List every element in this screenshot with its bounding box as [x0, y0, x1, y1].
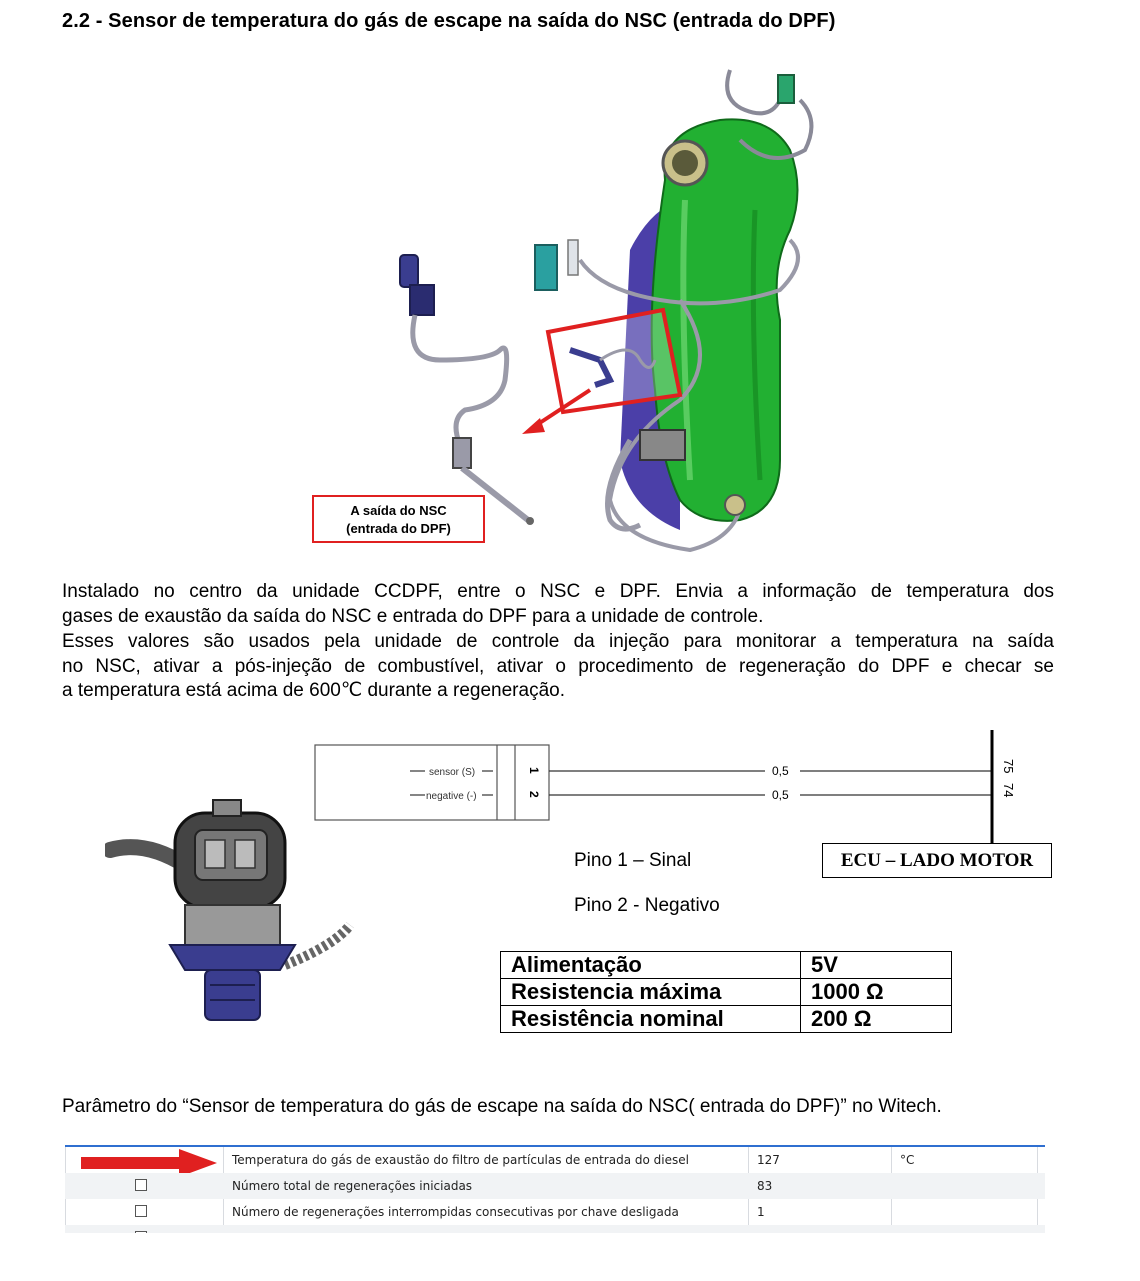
- spec-row: [501, 1006, 952, 1033]
- table-row-partial: [65, 1225, 1045, 1233]
- pin-2-legend: Pino 2 - Negativo: [574, 895, 720, 916]
- parameter-value: 127: [757, 1153, 780, 1167]
- red-arrow-icon: [81, 1149, 217, 1175]
- paragraph-line: gases de exaustão da saída do NSC e entrada do DPF para a unidade de controle.: [62, 605, 764, 627]
- row-checkbox[interactable]: [135, 1179, 147, 1191]
- paragraph-line: Instalado no centro da unidade CCDPF, entre o NSC e DPF. Envia a informação de temperatura dos: [62, 581, 1054, 602]
- pin-2-name: negative (-): [426, 791, 477, 802]
- spec-row: [501, 979, 952, 1006]
- pin-1-number: 1: [527, 767, 541, 774]
- wire-1-gauge: 0,5: [772, 764, 789, 778]
- spec-key: Resistência nominal: [501, 1006, 801, 1033]
- spec-value: 200 Ω: [801, 1006, 952, 1033]
- pin-1-legend: Pino 1 – Sinal: [574, 850, 692, 871]
- side-sensor-connector: [535, 245, 557, 290]
- ecu-pin-74: 74: [1001, 783, 1016, 798]
- spec-value: 1000 Ω: [801, 979, 952, 1006]
- electrical-specs-table: [500, 951, 952, 1033]
- connector-latch: [213, 800, 241, 816]
- witech-parameter-table: [65, 1145, 1045, 1233]
- paragraph-line: a temperatura está acima de 600℃ durante a regeneração.: [62, 680, 565, 701]
- table-row[interactable]: [65, 1147, 1045, 1173]
- parameter-name: Número de regenerações interrompidas consecutivas por chave desligada: [232, 1205, 679, 1219]
- parameter-name: Número total de regenerações iniciadas: [232, 1179, 473, 1193]
- section-heading: 2.2 - Sensor de temperatura do gás de escape na saída do NSC (entrada do DPF): [62, 10, 836, 32]
- top-sensor-connector: [778, 75, 794, 103]
- nsc-outlet-callout: [312, 495, 485, 543]
- parameter-name: Temperatura do gás de exaustão do filtro de partículas de entrada do diesel: [232, 1153, 689, 1167]
- spec-key: Resistencia máxima: [501, 979, 801, 1006]
- table-row[interactable]: [65, 1199, 1045, 1225]
- table-row[interactable]: [65, 1173, 1045, 1199]
- parameter-value: 83: [757, 1179, 773, 1193]
- ccdpf-illustration: [300, 60, 860, 560]
- parameter-unit: °C: [900, 1153, 915, 1167]
- spec-row: [501, 952, 952, 979]
- paragraph-line: Esses valores são usados pela unidade de controle da injeção para monitorar a temperatura na saída: [62, 631, 1054, 652]
- sensor-body: [205, 970, 260, 1020]
- witech-parameter-note: Parâmetro do “Sensor de temperatura do gás de escape na saída do NSC( entrada do DPF)” no Witech.: [62, 1096, 942, 1117]
- pin-2-number: 2: [527, 791, 541, 798]
- row-checkbox[interactable]: [135, 1231, 147, 1233]
- spec-key: Alimentação: [501, 952, 801, 979]
- ecu-pin-75: 75: [1001, 759, 1016, 774]
- callout-line-1: A saída do NSC: [350, 503, 447, 518]
- mounting-bracket: [640, 430, 685, 460]
- sensor-flange: [170, 945, 295, 970]
- pin-1-name: sensor (S): [429, 767, 476, 778]
- wire-2-gauge: 0,5: [772, 788, 789, 802]
- ecu-label-box: ECU – LADO MOTOR: [822, 843, 1052, 878]
- row-checkbox[interactable]: [135, 1205, 147, 1217]
- paragraph-line: no NSC, ativar a pós-injeção de combustível, ativar o procedimento de regeneração do DPF e checar se: [62, 655, 1054, 677]
- sensor-connector-plug: [400, 255, 418, 287]
- callout-line-2: (entrada do DPF): [346, 521, 451, 536]
- spec-value: 5V: [801, 952, 952, 979]
- description-paragraph-1: [62, 580, 1054, 629]
- sensor-highlight-box: [548, 310, 680, 412]
- sensor-connector-illustration: [105, 795, 360, 1030]
- sensor-cable: [413, 315, 507, 445]
- description-paragraph-2: [62, 630, 1054, 704]
- parameter-value: 1: [757, 1205, 765, 1219]
